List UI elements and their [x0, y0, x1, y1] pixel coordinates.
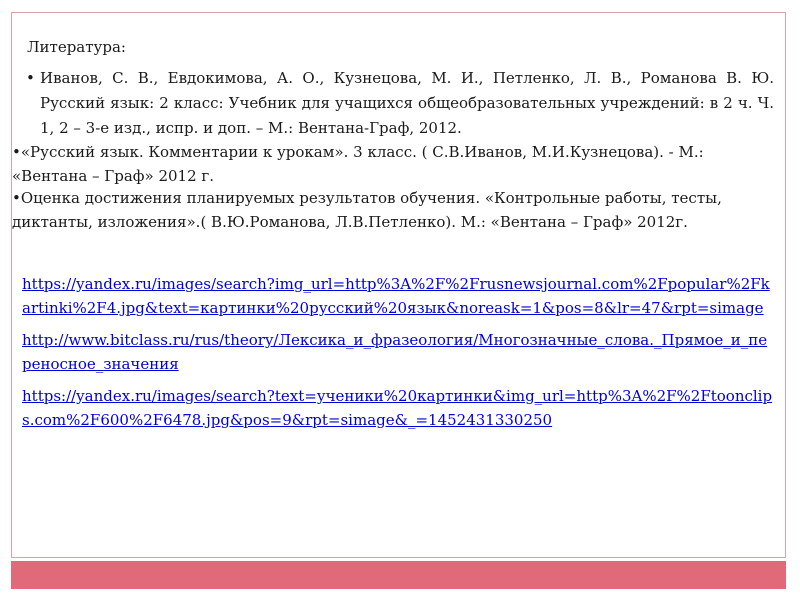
reference-item-2: •«Русский язык. Комментарии к урокам». 3 класс. ( С.В.Иванов, М.И.Кузнецова). - М.: «Вентана – Граф» 2012 г.: [12, 143, 704, 185]
link-yandex-images-1[interactable]: https://yandex.ru/images/search?img_url=http%3A%2F%2Frusnewsjournal.com%2Fpopular%2Fkartinki%2F4.jpg&text=картинки%20русский%20язык&noreask=1&pos=8&lr=47&rpt=simage: [22, 275, 770, 317]
bottom-accent-bar: [11, 561, 786, 589]
link-yandex-images-2[interactable]: https://yandex.ru/images/search?text=ученики%20картинки&img_url=http%3A%2F%2Ftoonclips.com%2F600%2F6478.jpg&pos=9&rpt=simage&_=1452431330250: [22, 387, 773, 429]
references-heading: Литература:: [27, 38, 126, 56]
reference-item-1: [26, 66, 774, 141]
reference-text-1: Иванов, С. В., Евдокимова, А. О., Кузнецова, М. И., Петленко, Л. В., Романова В. Ю. Русский язык: 2 класс: Учебник для учащихся общеобразовательных учреждений: в 2 ч. Ч. 1, 2 – 3-е изд., испр. и доп. – М.: Вентана-Граф, 2012.: [40, 69, 774, 137]
link-bitclass[interactable]: http://www.bitclass.ru/rus/theory/Лексика_и_фразеология/Многозначные_слова._Прямое_и_переносное_значения: [22, 331, 768, 373]
links-list: [22, 272, 774, 440]
bullet-icon: •: [26, 69, 35, 87]
reference-item-3: •Оценка достижения планируемых результатов обучения. «Контрольные работы, тесты, диктанты, изложения».( В.Ю.Романова, Л.В.Петленко). М.: «Вентана – Граф» 2012г.: [12, 189, 722, 231]
